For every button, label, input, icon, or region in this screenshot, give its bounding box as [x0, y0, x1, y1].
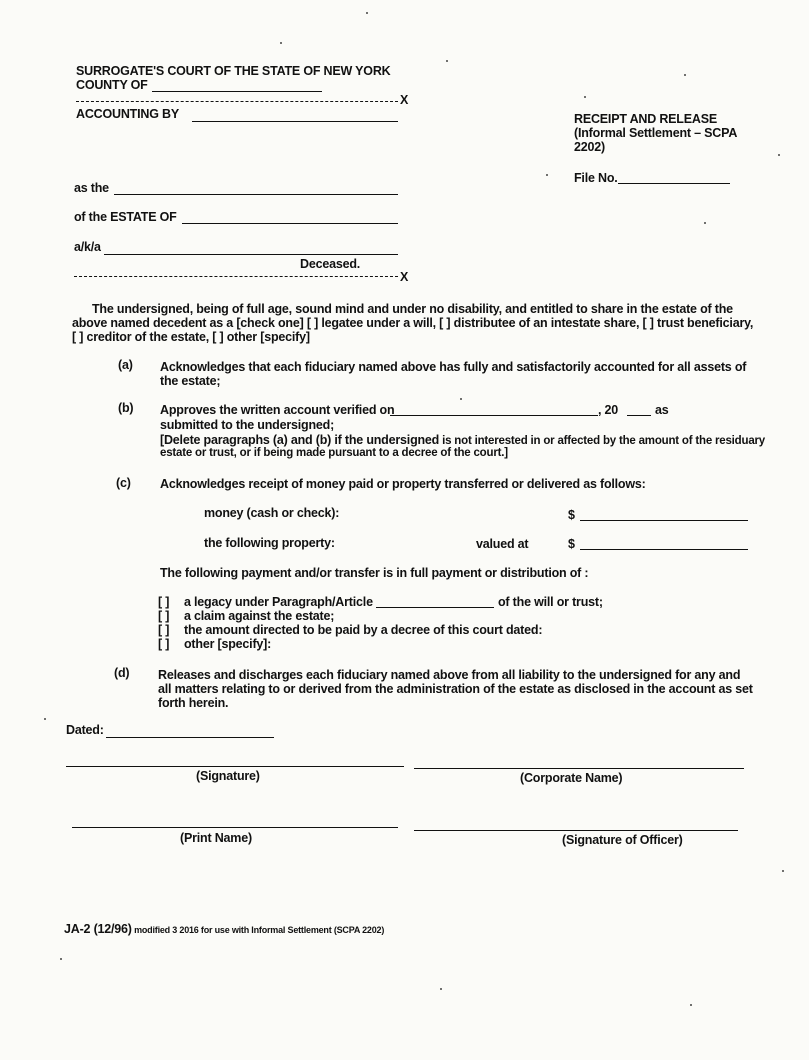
item-d-text: Releases and discharges each fiduciary named above from all liability to the undersigned for any and all matters relating to or derived from the administration of the estate as disclosed in the account as set forth herein.: [158, 668, 753, 710]
form-subtitle-cont: 2202): [574, 140, 605, 154]
form-subtitle: (Informal Settlement – SCPA: [574, 126, 738, 140]
scan-speck: [778, 154, 780, 156]
account-date-field[interactable]: [390, 415, 598, 416]
money-dollar-sign: $: [568, 508, 575, 522]
form-note: modified 3 2016 for use with Informal Settlement (SCPA 2202): [131, 925, 385, 935]
property-dollar-sign: $: [568, 537, 575, 551]
payment-intro: The following payment and/or transfer is in full payment or distribution of :: [160, 566, 589, 580]
claim-label: a claim against the estate;: [184, 609, 335, 623]
scan-speck: [684, 74, 686, 76]
checkbox-claim[interactable]: [ ]: [158, 609, 170, 623]
caption-x-mark-bottom: X: [400, 270, 409, 284]
item-a-label: (a): [118, 358, 133, 372]
file-no-label: File No.: [574, 171, 618, 185]
dated-field[interactable]: [106, 737, 274, 738]
property-label: the following property:: [204, 536, 335, 550]
corporate-name-caption: (Corporate Name): [520, 771, 623, 785]
officer-signature-caption: (Signature of Officer): [562, 833, 683, 847]
checkbox-legacy[interactable]: [ ]: [158, 595, 170, 609]
accounting-by-label: ACCOUNTING BY: [76, 107, 179, 121]
intro-paragraph: The undersigned, being of full age, sound mind and under no disability, and entitled to share in the estate of the above named decedent as a [check one] [ ] legatee under a will, [ ] distributee of an intestate share, [ ] trust beneficiary, [ ] creditor of the estate, [ ] other [specify]: [72, 302, 754, 344]
item-b-note-lead: [Delete paragraphs (a) and (b) if the undersigned: [160, 433, 440, 447]
scan-speck: [446, 60, 448, 62]
aka-label: a/k/a: [74, 240, 101, 254]
caption-top-rule: [76, 101, 398, 102]
legacy-suffix: of the will or trust;: [498, 595, 603, 609]
item-b-as: as: [655, 403, 669, 417]
deceased-label: Deceased.: [300, 257, 361, 271]
corporate-name-line[interactable]: [414, 768, 744, 769]
item-d-label: (d): [114, 666, 130, 680]
print-name-caption: (Print Name): [180, 831, 252, 845]
year-field[interactable]: [627, 415, 651, 416]
estate-of-field[interactable]: [182, 223, 398, 224]
item-c-text: Acknowledges receipt of money paid or property transferred or delivered as follows:: [160, 477, 646, 491]
scan-speck: [44, 718, 46, 720]
money-label: money (cash or check):: [204, 506, 340, 520]
officer-signature-line[interactable]: [414, 830, 738, 831]
file-no-field[interactable]: [618, 183, 730, 184]
aka-field[interactable]: [104, 254, 398, 255]
scan-speck: [584, 96, 586, 98]
item-b-text: Approves the written account verified on: [160, 403, 395, 417]
estate-of-label: of the ESTATE OF: [74, 210, 177, 224]
caption-x-mark-top: X: [400, 93, 409, 107]
scan-speck: [704, 222, 706, 224]
item-b-label: (b): [118, 401, 134, 415]
court-heading: SURROGATE'S COURT OF THE STATE OF NEW YORK: [76, 64, 391, 78]
signature-line[interactable]: [66, 766, 404, 767]
checkbox-other[interactable]: [ ]: [158, 637, 170, 651]
scan-speck: [546, 174, 548, 176]
dated-label: Dated:: [66, 723, 104, 737]
valued-at-label: valued at: [476, 537, 529, 551]
form-title: RECEIPT AND RELEASE: [574, 112, 717, 126]
caption-bottom-rule: [74, 276, 398, 277]
form-footer: [64, 922, 384, 936]
as-the-field[interactable]: [114, 194, 398, 195]
as-the-label: as the: [74, 181, 109, 195]
scan-speck: [280, 42, 282, 44]
property-value-field[interactable]: [580, 549, 748, 550]
scan-speck: [690, 1004, 692, 1006]
item-b-note: [160, 433, 765, 447]
scan-speck: [60, 958, 62, 960]
item-b-text-cont: submitted to the undersigned;: [160, 418, 335, 432]
legacy-label: a legacy under Paragraph/Article: [184, 595, 373, 609]
item-c-label: (c): [116, 476, 131, 490]
item-b-note-rest: is not interested in or affected by the amount of the residuary: [439, 435, 765, 447]
scan-speck: [460, 398, 462, 400]
county-label: COUNTY OF: [76, 78, 148, 92]
signature-caption: (Signature): [196, 769, 260, 783]
scan-speck: [782, 870, 784, 872]
form-id: JA-2 (12/96): [64, 922, 132, 936]
item-a-text: Acknowledges that each fiduciary named above has fully and satisfactorily accounted for all assets of the estate;: [160, 360, 747, 388]
scan-speck: [366, 12, 368, 14]
money-amount-field[interactable]: [580, 520, 748, 521]
scan-speck: [440, 988, 442, 990]
year-prefix: , 20: [598, 403, 619, 417]
checkbox-decree[interactable]: [ ]: [158, 623, 170, 637]
item-b-note-cont: estate or trust, or if being made pursuant to a decree of the court.]: [160, 447, 508, 459]
accounting-by-field[interactable]: [192, 121, 398, 122]
legacy-article-field[interactable]: [376, 607, 494, 608]
other-label: other [specify]:: [184, 637, 272, 651]
decree-label: the amount directed to be paid by a decree of this court dated:: [184, 623, 543, 637]
county-field[interactable]: [152, 91, 322, 92]
print-name-line[interactable]: [72, 827, 398, 828]
